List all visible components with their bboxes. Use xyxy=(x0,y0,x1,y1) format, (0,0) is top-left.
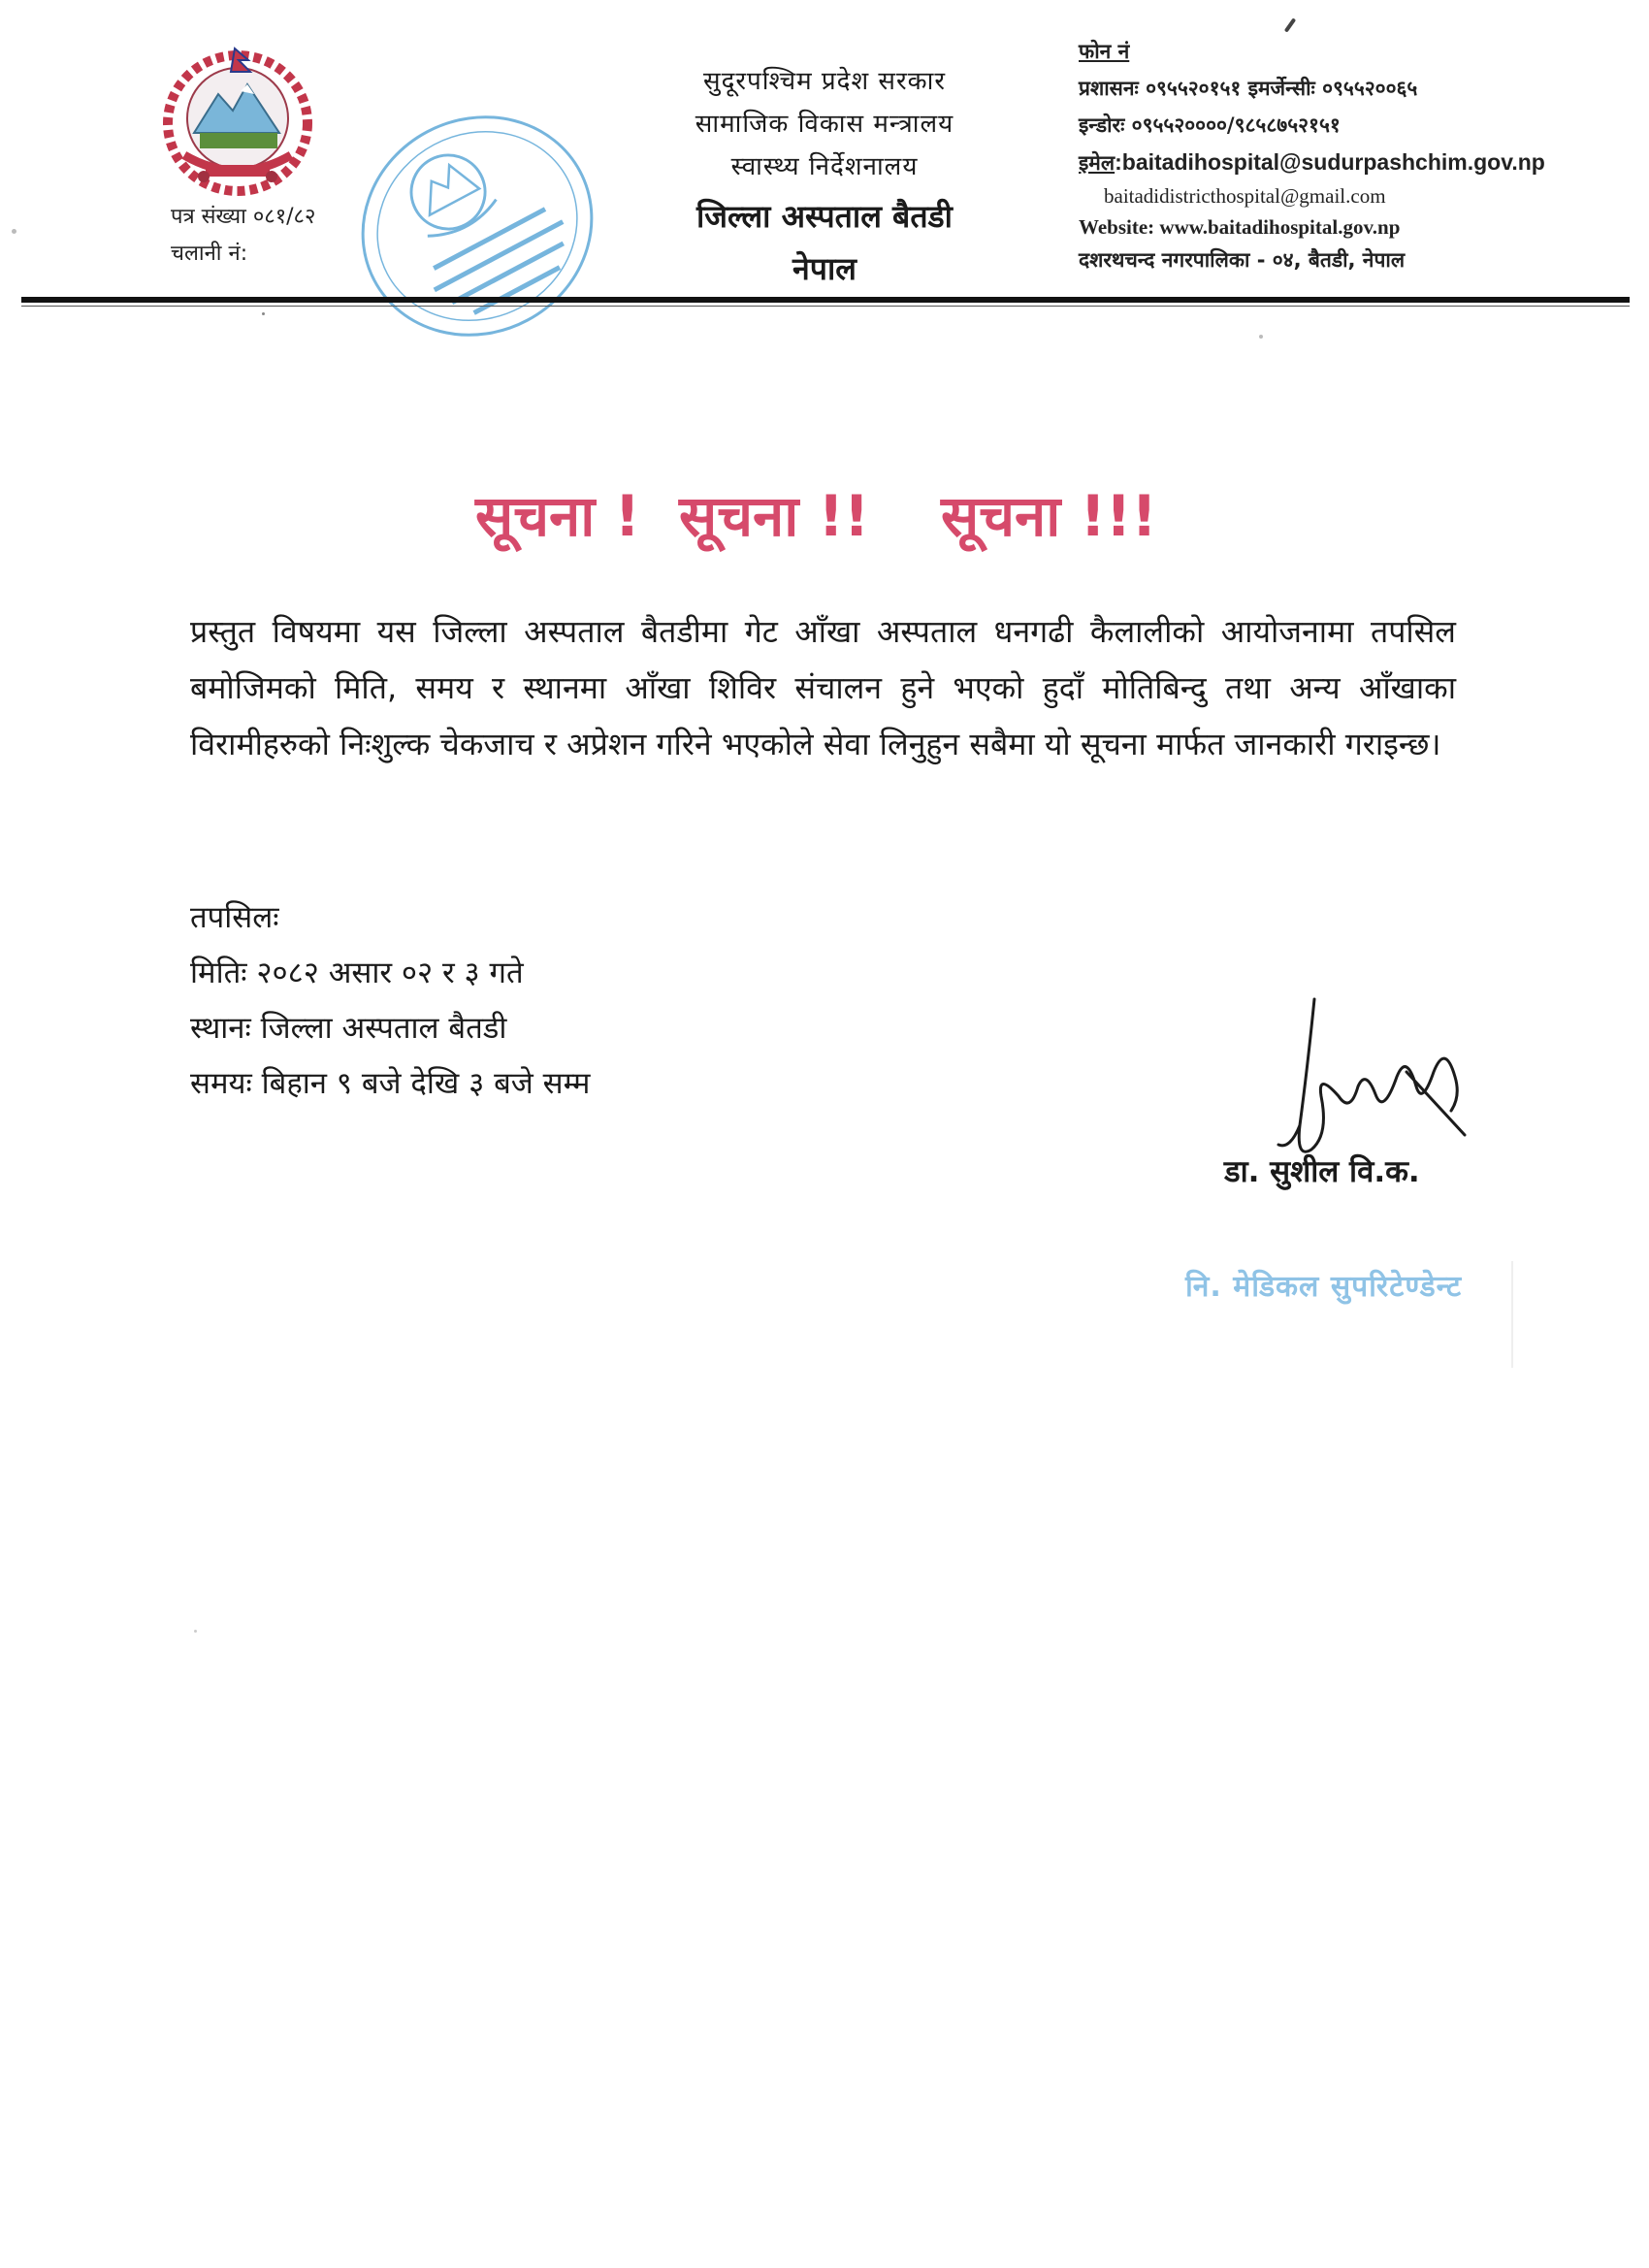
hospital-name: जिल्ला अस्पताल बैतडी xyxy=(696,198,953,235)
nepal-emblem-icon xyxy=(155,41,320,201)
signer-name: डा. सुशील वि.क. xyxy=(1224,1154,1420,1189)
scan-speck xyxy=(12,229,16,234)
notice-body: प्रस्तुत विषयमा यस जिल्ला अस्पताल बैतडीमा गेट आँखा अस्पताल धनगढी कैलालीको आयोजनामा तपसिल बमोजिमको मिति, समय र स्थानमा आँखा शिविर संचालन हुने भएको हुदाँ मोतिबिन्दु तथा अन्य आँखाका विरामीहरुको निःशुल्क चेकजाच र अप्रेशन गरिने भएकोले सेवा लिनुहुन सबैमा यो सूचना मार्फत जानकारी गराइन्छ। xyxy=(190,613,1456,762)
header-divider-thin xyxy=(21,306,1630,307)
reference-block xyxy=(171,199,315,273)
details-date: मितिः २०८२ असार ०२ र ३ गते xyxy=(190,956,524,990)
email-link[interactable]: :baitadihospital@sudurpashchim.gov.np xyxy=(1115,149,1545,175)
details-time: समयः बिहान ९ बजे देखि ३ बजे सम्म xyxy=(190,1066,591,1101)
heading-line-3: स्वास्थ्य निर्देशनालय xyxy=(730,152,919,181)
notice-title-part-2: सूचना !! xyxy=(679,483,870,549)
country-name: नेपाल xyxy=(792,250,857,287)
address: दशरथचन्द नगरपालिका - ०४, बैतडी, नेपाल xyxy=(1079,248,1406,272)
notice-title-part-3: सूचना !!! xyxy=(941,483,1157,549)
scan-streak xyxy=(1511,1261,1513,1368)
signer-title: नि. मेडिकल सुपरिटेण्डेन्ट xyxy=(1185,1270,1463,1304)
gmail-link[interactable]: baitadidistricthospital@gmail.com xyxy=(1104,184,1386,208)
phone-label: फोन नं xyxy=(1079,40,1130,63)
details-block xyxy=(190,891,590,1112)
email-label: इमेल xyxy=(1079,151,1116,175)
indoor-phone: इन्डोरः ०९५५२००००/९८५८७५२१५१ xyxy=(1079,113,1341,137)
contact-block xyxy=(1079,33,1622,277)
website-link[interactable]: Website: www.baitadihospital.gov.np xyxy=(1079,215,1401,239)
reference-number: पत्र संख्या ०८१/८२ xyxy=(171,205,316,229)
dispatch-number: चलानी नं: xyxy=(171,242,248,266)
header-divider xyxy=(21,297,1630,303)
scan-mark xyxy=(1284,17,1296,32)
scan-speck xyxy=(194,1630,197,1633)
office-stamp-icon xyxy=(351,105,603,347)
notice-title xyxy=(475,475,1212,553)
office-heading xyxy=(640,60,1009,293)
scan-speck xyxy=(1259,335,1263,339)
scan-speck xyxy=(262,312,265,315)
admin-phone: प्रशासनः ०९५५२०१५१ इमर्जेन्सीः ०९५५२००६५ xyxy=(1079,77,1418,100)
details-place: स्थानः जिल्ला अस्पताल बैतडी xyxy=(190,1011,507,1046)
notice-title-part-1: सूचना ! xyxy=(475,483,640,549)
heading-line-2: सामाजिक विकास मन्त्रालय xyxy=(695,110,954,139)
heading-line-1: सुदूरपश्चिम प्रदेश सरकार xyxy=(703,67,946,96)
details-heading: तपसिलः xyxy=(190,900,279,935)
